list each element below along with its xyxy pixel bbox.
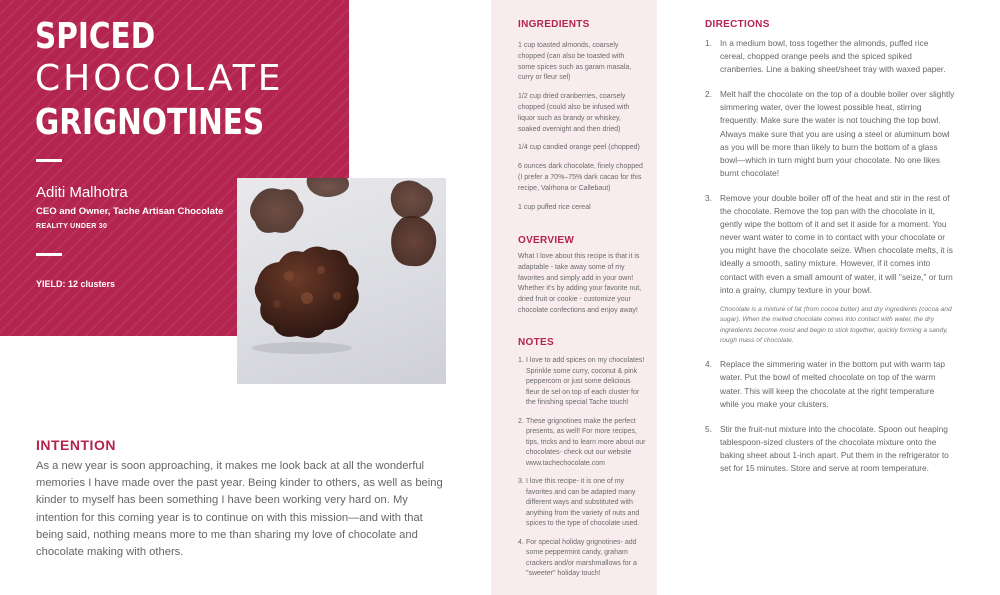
title-line-1: SPICED [35,16,156,57]
note-item [518,538,646,580]
direction-step [705,423,955,475]
author-tag: REALITY UNDER 30 [36,223,108,230]
step-number: 1. [705,38,712,48]
note-text: For special holiday grignotines- add some peppermint candy, graham crackers and/or marshmallows for a "sweeter" holiday touch! [526,538,637,577]
sidebar-column [491,0,657,595]
note-item [518,477,646,530]
step-text: In a medium bowl, toss together the almonds, puffed rice cereal, chopped orange peels and the spiced spiked cranberries. Line a baking sheet/sheet tray with waxed paper. [720,38,946,75]
title-line-3: GRIGNOTINES [35,102,265,143]
direction-step [705,88,955,180]
directions-heading: DIRECTIONS [705,19,770,30]
note-number: 2. [518,417,524,425]
overview-body: What I love about this recipe is that it is adaptable - take away some of my favorites and simply add in your own! Whether it's by adding your favorite nut, dried fruit or cookie - customize your chocolate confections and enjoy away! [518,253,642,314]
ingredient-item: 1/4 cup candied orange peel (chopped) [518,144,640,152]
step-number: 5. [705,423,712,434]
note-item [518,417,646,470]
notes-heading: NOTES [518,337,554,348]
ingredients-list [518,41,643,221]
ingredients-heading: INGREDIENTS [518,19,590,30]
step-text: Replace the simmering water in the bottom put with warm tap water. Put the bowl of melted chocolate on top of the warm water. This will keep the chocolate at the right temperature while you make your clusters. [720,359,946,409]
notes-list [518,356,646,588]
step-side-note: Chocolate is a mixture of fat (from cocoa butter) and dry ingredients (cocoa and sugar). When the melted chocolate comes into contact with water, the dry ingredients become moist and begin to stick together, quickly forming a sandy, rough mass of chocolate. [720,305,952,344]
yield-text: YIELD: 12 clusters [36,279,116,289]
step-number: 4. [705,359,712,370]
ingredient-item: 6 ounces dark chocolate, finely chopped (I prefer a 70%–75% dark cacao for this recipe, Valrhona or Callebaut) [518,163,643,192]
note-text: I love to add spices on my chocolates! Sprinkle some curry, coconut & pink peppercorn or just some delicious fleur de sel on top of each cluster for the finishing special Tache touch! [526,357,645,406]
directions-list [705,37,955,487]
step-text: Melt half the chocolate on the top of a double boiler over slightly simmering water, over the lowest possible heat, stirring frequently. Make sure the water is not touching the top bowl. Always make sure that you are using a steel or aluminum bowl as you will be more than likely to burn the bottom of a glass bowl—which in turn might burn your chocolate. No one likes burnt chocolate! [720,89,955,178]
ingredient-item: 1/2 cup dried cranberries, coarsely chopped (could also be infused with liquor such as brandy or whiskey, soaked overnight and then dried) [518,93,630,133]
author-name: Aditi Malhotra [36,184,128,201]
author-role: CEO and Owner, Tache Artisan Chocolate [36,206,224,217]
step-text: Remove your double boiler off of the heat and stir in the rest of the chocolate. Remove the top pan with the chocolate in it, gently wipe the bottom of it and set it aside for a moment. You never want water to come in to contact with your chocolate or you might have the chocolate seize. When chocolate melts, it is ideally a smooth, satiny mixture. However, if it comes into contact with even a small amount of water, it will "seize," or turn into a grainy, clumpy texture in your bowl. [720,192,953,295]
step-text: Stir the fruit-nut mixture into the chocolate. Spoon out heaping tablespoon-sized clusters of the chocolate mixture onto the baking sheet about 1-inch apart. Put them in the refrigerator to set for 15 minutes. Store and serve at room temperature. [720,423,949,473]
ingredient-item: 1 cup toasted almonds, coarsely chopped (can also be toasted with some spices such as garam masala, curry or fleur sel) [518,42,632,82]
direction-step [705,358,955,410]
note-text: These grignotines make the perfect presents, as well! For more recipes, tips, tricks and to learn more about our chocolates- check out our website www.tachechocolate.com [526,417,646,467]
chocolate-clusters-photo [237,178,446,384]
note-text: I love this recipe- it is one of my favorites and can be adapted many different ways and substituted with anything from the variety of nuts and spices to the type of chocolate used. [526,478,640,527]
intention-body: As a new year is soon approaching, it makes me look back at all the wonderful memories I have made over the past year. Being kinder to others, as well as being kinder to myself has been something I have been working very hard on. My intention for this coming year is to continue on with this mission—and with that being said, nothing means more to me than sharing my love of chocolate and chocolate making with others. [36,460,443,559]
direction-step [705,192,955,346]
ingredient-item: 1 cup puffed rice cereal [518,203,591,211]
note-item [518,356,646,409]
overview-heading: OVERVIEW [518,235,575,246]
step-number: 2. [705,89,712,100]
direction-step [705,37,955,76]
chocolate-clusters-illustration [237,178,446,384]
note-number: 3. [518,478,524,485]
yield-divider [36,253,62,256]
note-number: 4. [518,538,524,546]
title-divider [36,159,62,162]
title-line-2: CHOCOLATE [35,58,284,99]
note-number: 1. [518,357,524,364]
step-number: 3. [705,192,712,203]
intention-heading: INTENTION [36,437,116,453]
